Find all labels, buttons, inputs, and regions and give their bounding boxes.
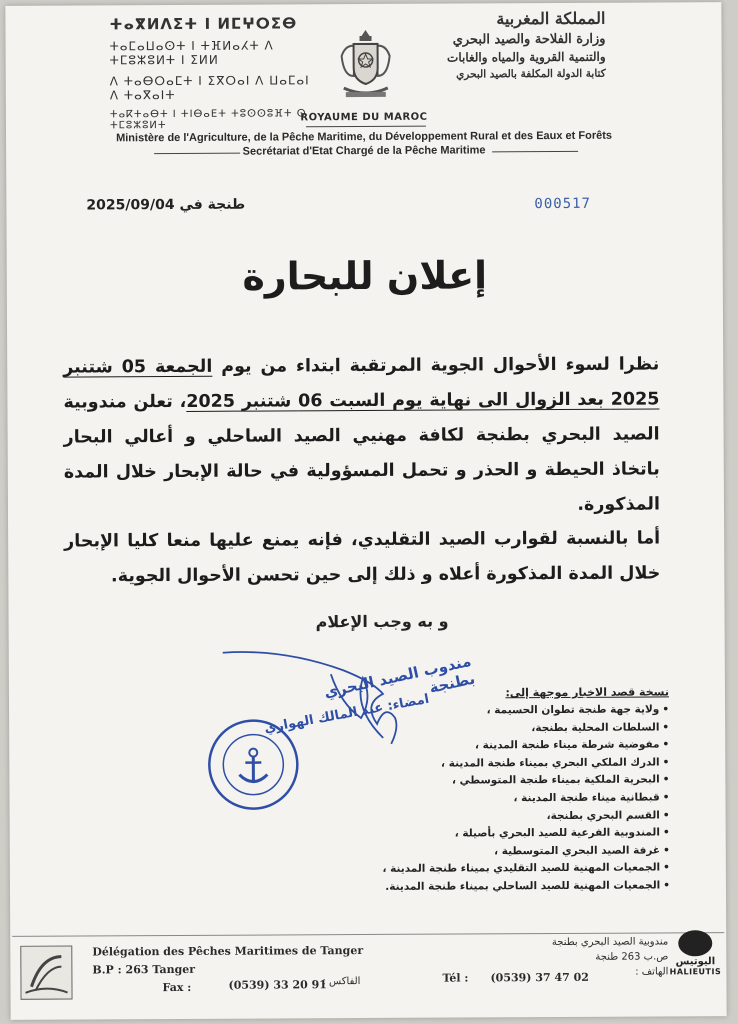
arabic-header-line: المملكة المغربية	[496, 8, 606, 29]
ministere-label: Ministère de l'Agriculture, de la Pêche Maritime, du Développement Rural et des Eaux et Forêts	[116, 129, 613, 145]
tifinagh-line: ⵜⴰⴳⵍⴷⵉⵜ ⵏ ⵍⵎⵖⵔⵉⴱ	[109, 14, 298, 34]
footer-bp-ar: ص.ب 263 طنجة	[595, 951, 669, 963]
copy-recipient: • القسم البحري بطنجة،	[386, 807, 670, 826]
footer-bp: B.P : 263 Tanger	[92, 962, 196, 977]
tifinagh-line: ⵜⴰⴽⵜⴰⴱⵜ ⵏ ⵜⵏⴱⴰⴹⵜ ⵜⵓⵙⵙⵓⴼⵜ ⵙ ⵜⵎⵓⵣⵓⵍⵜ	[109, 108, 307, 132]
paragraph-rest: ، تعلن مندوبية الصيد البحري بطنجة لكافة مهنيي الصيد الساحلي و أعالي البحار باتخاذ الحيطة و الحذر و تحمل المسؤولية في حالة الإبحار خلال المدة المذكورة.	[63, 391, 661, 515]
footer-fax-label-ar: الفاكس :	[322, 976, 361, 988]
copy-recipient: • البحرية الملكية بميناء طنجة المتوسطي ،	[385, 772, 669, 791]
royaume-label: ROYAUME DU MAROC	[300, 111, 428, 124]
footer-tel-label: Tél :	[442, 971, 469, 985]
tifinagh-line: ⵜⴰⵎⴰⵡⴰⵙⵜ ⵏ ⵜⴼⵍⴰⵃⵜ ⴷ ⵜⵎⵓⵣⵓⵍⵜ ⵏ ⵉⵍⵍ	[109, 38, 274, 68]
coat-of-arms-icon	[333, 26, 397, 102]
announcement-title: إعلان للبحارة	[242, 253, 488, 299]
arabic-header-line: كتابة الدولة المكلفة بالصيد البحري	[456, 67, 606, 81]
copy-recipient: • ولاية جهة طنجة تطوان الحسيمة ،	[385, 701, 669, 720]
secretariat-label: Secrétariat d'Etat Chargé de la Pêche Maritime	[242, 144, 486, 158]
copy-recipient: • الجمعيات المهنية للصيد التقليدي بميناء طنجة المدينة ،	[386, 860, 670, 879]
copy-recipient: • غرفة الصيد البحري المتوسطية ،	[386, 842, 670, 861]
date-line: طنجة في 2025/09/04	[86, 196, 246, 214]
underlined-period: الجمعة 05 شتنبر 2025 بعد الزوال الى نهاية يوم السبت 06 شتنبر 2025	[63, 356, 660, 412]
document-sheet	[5, 2, 726, 1020]
footer-fax-label: Fax :	[162, 980, 192, 995]
arabic-header	[409, 9, 605, 81]
reference-number: 000517	[534, 195, 592, 213]
closing-line: و به وجب الإعلام	[315, 611, 449, 632]
arabic-header-line: وزارة الفلاحة والصيد البحري	[452, 31, 606, 48]
header-rule	[306, 126, 426, 128]
announcement-paragraph-2: أما بالنسبة لقوارب الصيد التقليدي، فإنه يمنع عليها منعا كليا الإبحار خلال المدة المذكورة أعلاه و ذلك إلى حين تحسن الأحوال الجوية.	[64, 528, 661, 587]
footer-tel-label-ar: الهاتف :	[635, 966, 669, 978]
paragraph-lead: نظرا لسوء الأحوال الجوية المرتقبة ابتداء من يوم	[212, 354, 660, 377]
tifinagh-line: ⴷ ⵜⴰⴱⵔⴰⵎⵜ ⵏ ⵉⴳⵔⴰⵏ ⴷ ⵡⴰⵎⴰⵏ ⴷ ⵜⴰⴳⴰⵏⵜ	[109, 73, 310, 103]
copy-recipient: • الجمعيات المهنية للصيد الساحلي بميناء طنجة المدينة.	[386, 877, 670, 896]
copy-recipient: • السلطات المحلية بطنجة،	[385, 719, 669, 738]
copy-recipient: • الدرك الملكي البحري بميناء طنجة المدينة ،	[385, 754, 669, 773]
copies-section	[382, 685, 670, 896]
arabic-header-line: والتنمية القروية والمياه والغابات	[446, 49, 606, 65]
footer-delegation: Délégation des Pêches Maritimes de Tanger	[92, 944, 364, 959]
footer-fax-number: (0539) 33 20 91	[228, 978, 327, 992]
copy-recipient: • المندوبية الفرعية للصيد البحري بأصيلة ،	[386, 825, 670, 844]
delegation-logo-icon	[20, 946, 72, 1000]
copies-heading: نسخة قصد الاخبار موجهة إلى:	[505, 685, 669, 700]
copies-list	[382, 701, 670, 896]
halieutis-globe-icon	[678, 930, 712, 956]
copy-recipient: • قبطانية ميناء طنجة المدينة ،	[385, 789, 669, 808]
footer-delegation-ar: مندوبية الصيد البحري بطنجة	[551, 936, 669, 949]
halieutis-brand: HALIEUTIS	[669, 967, 722, 977]
copy-recipient: • مفوضية شرطة ميناء طنجة المدينة ،	[385, 737, 669, 756]
footer-tel-number: (0539) 37 47 02	[490, 970, 589, 985]
round-stamp-icon	[205, 716, 302, 813]
halieutis-logo	[668, 930, 722, 986]
announcement-paragraph-1	[63, 347, 660, 525]
stamp-title: مندوب الصيد البحري بطنجة	[322, 651, 477, 702]
stamp-signatory: امضاء: عبد المالك الهواري	[263, 691, 431, 737]
halieutis-brand-ar: اليوتيس	[675, 956, 716, 968]
